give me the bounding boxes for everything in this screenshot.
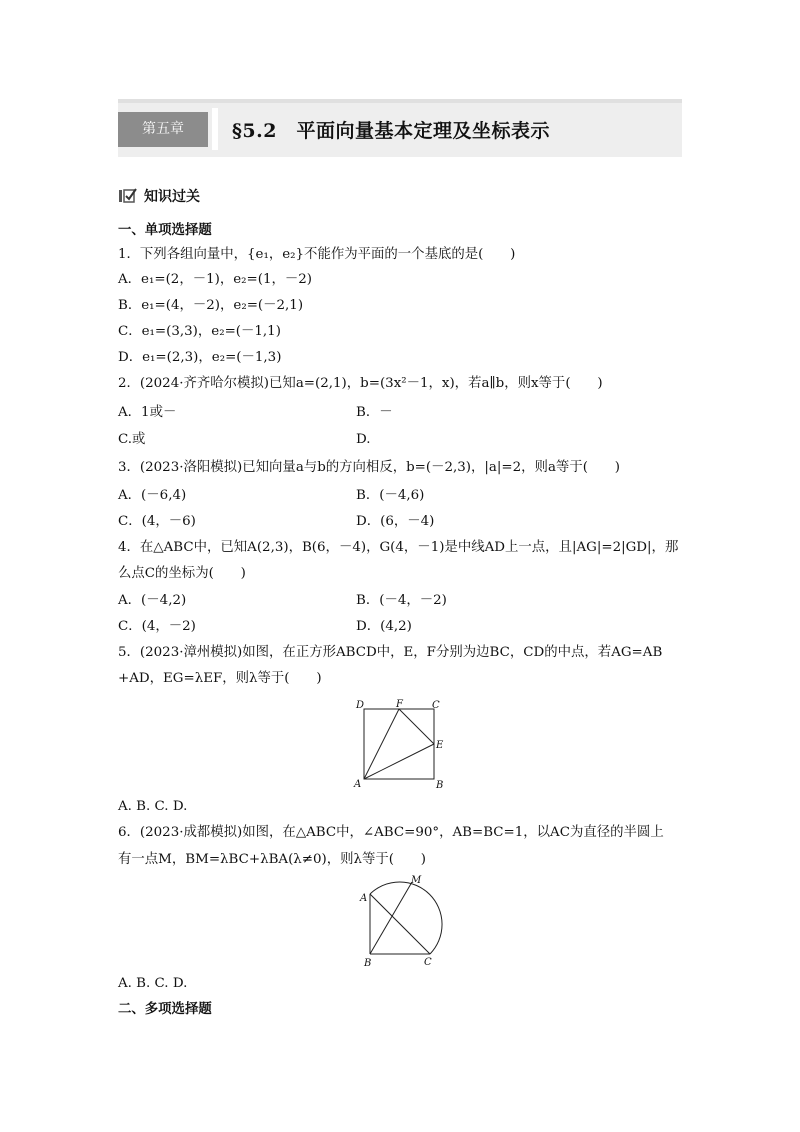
q1-option-c: C．e₁=(3,3)，e₂=(－1,1) bbox=[118, 324, 281, 339]
semicircle-figure bbox=[352, 874, 452, 970]
q2-option-a: A．1或－ bbox=[118, 405, 177, 420]
q2-option-c: C.或 bbox=[118, 432, 146, 447]
checklist-icon bbox=[118, 187, 138, 205]
label-d: D bbox=[356, 700, 365, 711]
q4-stem-line2: 么点C的坐标为( ) bbox=[118, 566, 246, 581]
section-heading bbox=[118, 186, 200, 206]
label-m: M bbox=[411, 875, 422, 886]
square-abcd bbox=[364, 709, 434, 779]
q1-option-d: D．e₁=(2,3)，e₂=(－1,3) bbox=[118, 350, 282, 365]
q5-stem-line1: 5．(2023·漳州模拟)如图，在正方形ABCD中，E，F分别为边BC，CD的中点，若AG=AB bbox=[118, 645, 663, 660]
q1-option-a: A．e₁=(2，－1)，e₂=(1，－2) bbox=[118, 272, 313, 287]
q3-option-b: B．(－4,6) bbox=[356, 488, 425, 503]
segment-fe bbox=[399, 709, 434, 744]
label-f: F bbox=[396, 699, 403, 710]
segment-af bbox=[364, 709, 399, 779]
page-title: §5.2 平面向量基本定理及坐标表示 bbox=[232, 120, 550, 142]
q4-option-b: B．(－4，－2) bbox=[356, 593, 447, 608]
q3-option-c: C．(4，－6) bbox=[118, 514, 196, 529]
chapter-badge: 第五章 bbox=[118, 112, 208, 147]
q3-option-a: A．(－6,4) bbox=[118, 488, 187, 503]
q2-stem: 2．(2024·齐齐哈尔模拟)已知a=(2,1)，b=(3x²－1，x)，若a∥b，则x等于( ) bbox=[118, 376, 603, 391]
square-figure bbox=[352, 697, 452, 793]
label-b: B bbox=[436, 780, 444, 791]
q6-options: A. B. C. D. bbox=[118, 976, 188, 991]
q6-stem-line2: 有一点M，BM=λBC+λBA(λ≠0)，则λ等于( ) bbox=[118, 852, 427, 867]
label-b: B bbox=[364, 958, 372, 969]
label-a: A bbox=[360, 893, 368, 904]
q2-option-d: D. bbox=[356, 432, 371, 447]
q4-option-c: C．(4，－2) bbox=[118, 619, 196, 634]
label-c: C bbox=[432, 700, 440, 711]
q4-stem-line1: 4．在△ABC中，已知A(2,3)，B(6，－4)，G(4，－1)是中线AD上一点，且|AG|=2|GD|，那 bbox=[118, 540, 679, 555]
part-heading-2: 二、多项选择题 bbox=[118, 1002, 212, 1017]
section-label: 知识过关 bbox=[144, 189, 200, 205]
q3-stem: 3．(2023·洛阳模拟)已知向量a与b的方向相反，b=(－2,3)，|a|=2，则a等于( ) bbox=[118, 460, 620, 475]
segment-bm bbox=[370, 882, 412, 954]
q2-option-b: B．－ bbox=[356, 405, 393, 420]
segment-ae bbox=[364, 744, 434, 779]
header-divider bbox=[212, 108, 218, 150]
q1-stem: 1．下列各组向量中，{e₁，e₂}不能作为平面的一个基底的是( ) bbox=[118, 247, 516, 262]
label-e: E bbox=[436, 740, 444, 751]
q5-stem-line2: +AD，EG=λEF，则λ等于( ) bbox=[118, 671, 322, 686]
header-top-line bbox=[118, 99, 682, 103]
q6-stem-line1: 6．(2023·成都模拟)如图，在△ABC中，∠ABC=90°，AB=BC=1，以AC为直径的半圆上 bbox=[118, 825, 664, 840]
q4-option-d: D．(4,2) bbox=[356, 619, 412, 634]
q4-option-a: A．(－4,2) bbox=[118, 593, 187, 608]
q5-options: A. B. C. D. bbox=[118, 799, 188, 814]
q1-option-b: B．e₁=(4，－2)，e₂=(－2,1) bbox=[118, 298, 304, 313]
q3-option-d: D．(6，－4) bbox=[356, 514, 435, 529]
label-a: A bbox=[354, 779, 362, 790]
part-heading-1: 一、单项选择题 bbox=[118, 223, 212, 238]
label-c: C bbox=[424, 957, 432, 968]
